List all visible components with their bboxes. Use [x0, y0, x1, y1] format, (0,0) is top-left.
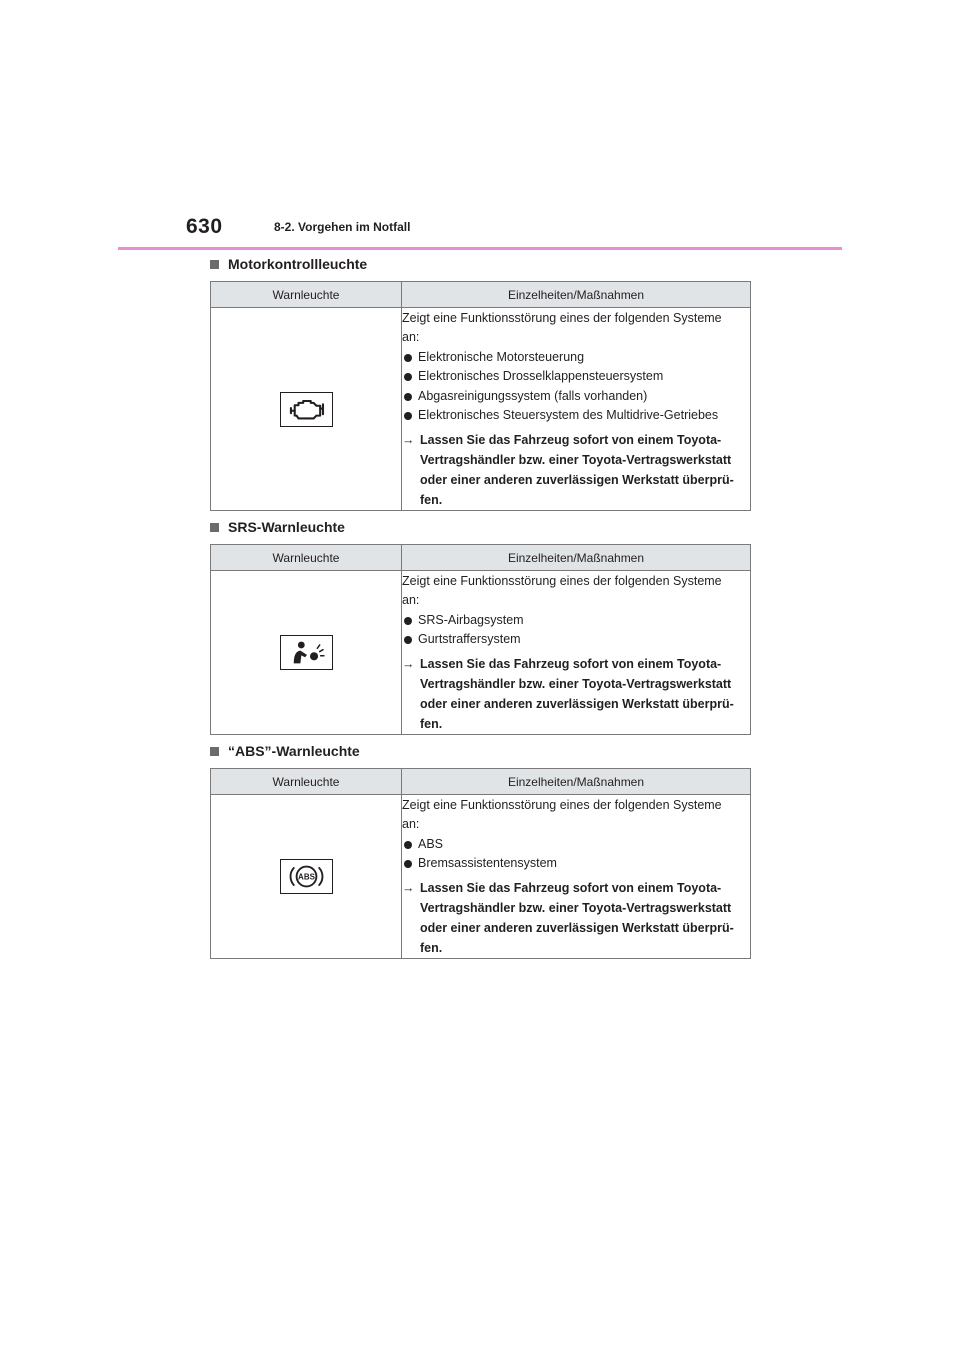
section-label: 8-2. Vorgehen im Notfall — [274, 220, 411, 234]
list-item: Bremsassistentensystem — [402, 854, 750, 874]
warning-table — [210, 281, 751, 511]
section-title: “ABS”-Warnleuchte — [210, 741, 360, 761]
engine-check-icon — [280, 392, 333, 427]
action-instruction: → Lassen Sie das Fahrzeug sofort von einem Toyota- Vertragshändler bzw. einer Toyota-Vertragswerkstatt oder einer anderen zuverlässigen Werkstatt überprü- fen. — [402, 878, 750, 958]
arrow-icon: → — [402, 432, 415, 447]
column-header-warnleuchte: Warnleuchte — [211, 282, 402, 308]
column-header-details: Einzelheiten/Maßnahmen — [402, 282, 751, 308]
section-title: Motorkontrollleuchte — [210, 254, 367, 274]
arrow-icon: → — [402, 656, 415, 671]
list-item: Elektronisches Drosselklappensteuersystem — [402, 367, 750, 387]
list-item: Gurtstraffersystem — [402, 630, 750, 650]
icon-cell — [211, 795, 402, 959]
column-header-details: Einzelheiten/Maßnahmen — [402, 769, 751, 795]
icon-cell — [211, 308, 402, 511]
arrow-icon: → — [402, 880, 415, 895]
details-cell: Zeigt eine Funktionsstörung eines der folgenden Systeme an: ABS Bremsassistentensystem → Lassen Sie das Fahrzeug sofort von einem Toyota- Vertragshändler bzw. einer Toyota-Vertragswerkstatt oder einer anderen zuverlässigen Werkstatt überprü- fen. — [402, 795, 751, 959]
action-instruction: → Lassen Sie das Fahrzeug sofort von einem Toyota- Vertragshändler bzw. einer Toyota-Vertragswerkstatt oder einer anderen zuverlässigen Werkstatt überprü- fen. — [402, 654, 750, 734]
list-item: ABS — [402, 835, 750, 855]
warning-table — [210, 544, 751, 735]
list-item: SRS-Airbagsystem — [402, 611, 750, 631]
abs-icon-label: ABS — [297, 872, 315, 882]
page-number: 630 — [186, 215, 223, 238]
warning-table — [210, 768, 751, 959]
list-item: Elektronische Motorsteuerung — [402, 348, 750, 368]
column-header-details: Einzelheiten/Maßnahmen — [402, 545, 751, 571]
column-header-warnleuchte: Warnleuchte — [211, 769, 402, 795]
icon-cell — [211, 571, 402, 735]
details-cell: Zeigt eine Funktionsstörung eines der folgenden Systeme an: Elektronische Motorsteuerung Elektronisches Drosselklappensteuersystem Abgasreinigungssystem (falls vorhanden) Elektronisches Steuersystem des Multidrive-Getriebes → Lassen Sie das Fahrzeug sofort von einem Toyota- Vertragshändler bzw. einer Toyota-Vertragswerkstatt oder einer anderen zuverlässigen Werkstatt überprü- fen. — [402, 308, 751, 511]
list-item: Elektronisches Steuersystem des Multidrive-Getriebes — [402, 406, 750, 426]
column-header-warnleuchte: Warnleuchte — [211, 545, 402, 571]
page-header — [118, 213, 842, 250]
srs-airbag-icon — [280, 635, 333, 670]
section-title: SRS-Warnleuchte — [210, 517, 345, 537]
action-instruction: → Lassen Sie das Fahrzeug sofort von einem Toyota- Vertragshändler bzw. einer Toyota-Vertragswerkstatt oder einer anderen zuverlässigen Werkstatt überprü- fen. — [402, 430, 750, 510]
square-bullet-icon — [210, 747, 219, 756]
list-item: Abgasreinigungssystem (falls vorhanden) — [402, 387, 750, 407]
square-bullet-icon — [210, 523, 219, 532]
abs-icon — [280, 859, 333, 894]
details-cell: Zeigt eine Funktionsstörung eines der folgenden Systeme an: SRS-Airbagsystem Gurtstraffersystem → Lassen Sie das Fahrzeug sofort von einem Toyota- Vertragshändler bzw. einer Toyota-Vertragswerkstatt oder einer anderen zuverlässigen Werkstatt überprü- fen. — [402, 571, 751, 735]
square-bullet-icon — [210, 260, 219, 269]
